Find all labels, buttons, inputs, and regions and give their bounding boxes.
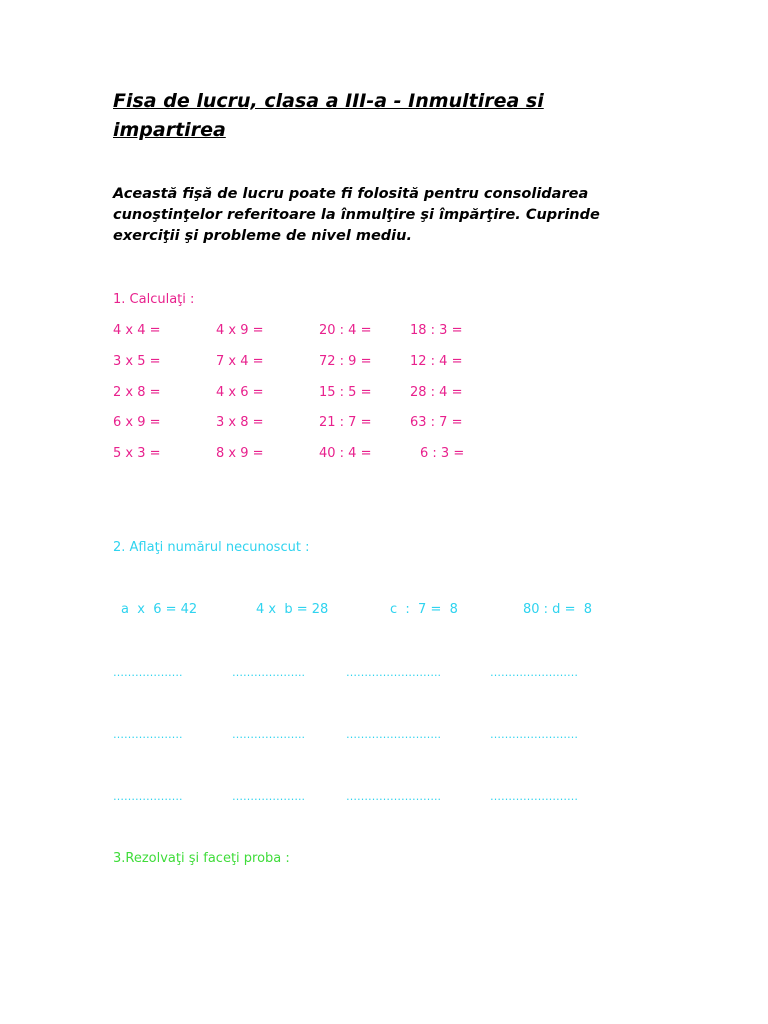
answer-blank-line: …………………….. [346,728,441,741]
exercise-2-title: 2. Aflaţi numărul necunoscut : [113,540,310,555]
equation-3: c : 7 = 8 [390,602,458,617]
answer-blank-line: ……………….. [232,790,305,803]
calc-item: 2 x 8 = [113,385,161,400]
calc-item: 40 : 4 = [319,446,372,461]
answer-blank-line: …………………….. [346,666,441,679]
calc-item: 63 : 7 = [410,415,463,430]
calc-item: 3 x 8 = [216,415,264,430]
answer-blank-line: …………………….. [346,790,441,803]
document-title: Fisa de lucru, clasa a III-a - Inmultirea si impartirea [113,90,544,141]
calc-item: 4 x 9 = [216,323,264,338]
answer-blank-line: ………………. [113,666,183,679]
exercise-1-title: 1. Calculaţi : [113,292,195,307]
calc-item: 15 : 5 = [319,385,372,400]
calc-item: 6 x 9 = [113,415,161,430]
calc-item: 4 x 6 = [216,385,264,400]
equation-1: a x 6 = 42 [121,602,198,617]
intro-paragraph: Această fişă de lucru poate fi folosită pentru consolidarea cunoştinţelor referitoare la înmulţire şi împărţire. Cuprinde exerciţii şi probleme de nivel mediu. [113,186,600,244]
answer-blank-line: ……………….. [232,728,305,741]
answer-blank-line: …………………… [490,666,578,679]
answer-blank-line: …………………… [490,790,578,803]
calc-item: 7 x 4 = [216,354,264,369]
calc-item: 21 : 7 = [319,415,372,430]
calc-item: 8 x 9 = [216,446,264,461]
equation-4: 80 : d = 8 [523,602,592,617]
calc-item: 3 x 5 = [113,354,161,369]
answer-blank-line: ………………. [113,728,183,741]
answer-blank-line: ……………….. [232,666,305,679]
calc-item: 18 : 3 = [410,323,463,338]
calc-item: 28 : 4 = [410,385,463,400]
calc-item: 20 : 4 = [319,323,372,338]
calc-item: 5 x 3 = [113,446,161,461]
calc-item: 12 : 4 = [410,354,463,369]
calc-item: 72 : 9 = [319,354,372,369]
answer-blank-line: ………………. [113,790,183,803]
calc-item: 4 x 4 = [113,323,161,338]
answer-blank-line: …………………… [490,728,578,741]
equation-2: 4 x b = 28 [256,602,329,617]
calc-item: 6 : 3 = [420,446,465,461]
exercise-3-title: 3.Rezolvaţi şi faceţi proba : [113,851,290,866]
